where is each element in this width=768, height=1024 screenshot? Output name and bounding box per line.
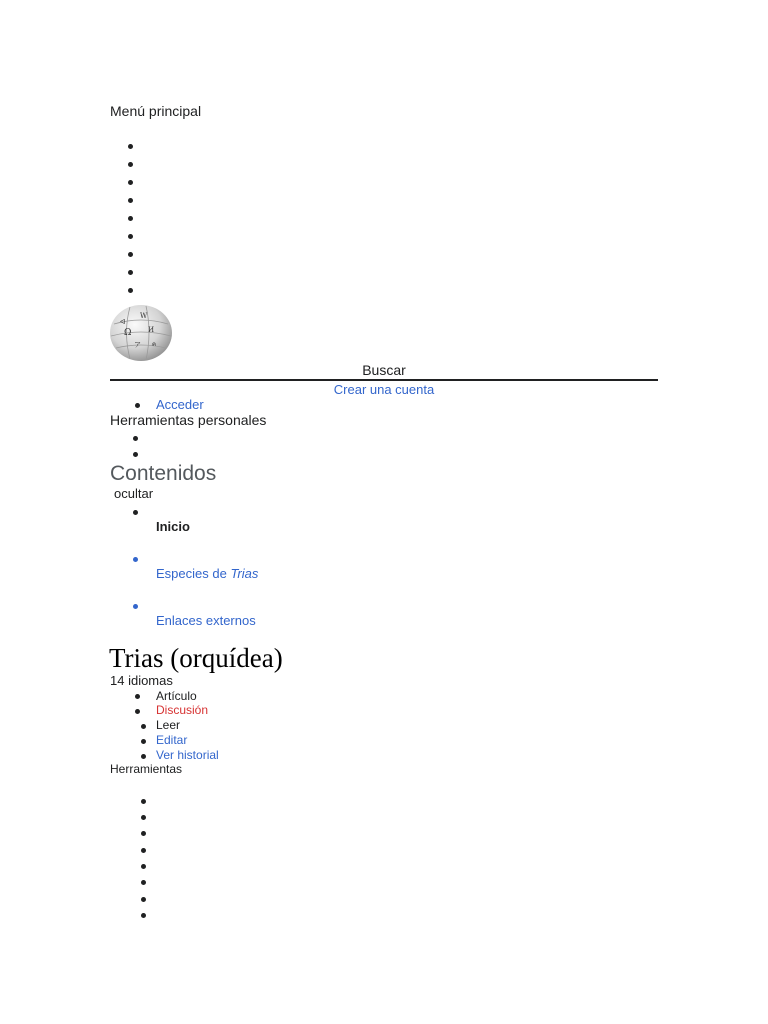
list-item[interactable] xyxy=(141,831,146,836)
list-item[interactable] xyxy=(141,799,146,804)
list-item[interactable] xyxy=(141,913,146,918)
list-item[interactable] xyxy=(128,144,133,149)
wikipedia-globe-icon[interactable] xyxy=(108,302,174,362)
svg-text:ᐊ: ᐊ xyxy=(120,318,126,326)
list-item xyxy=(135,709,140,714)
main-menu-title[interactable]: Menú principal xyxy=(110,103,202,119)
toc-item-label-em: Trias xyxy=(230,566,259,581)
toc-toggle-button[interactable]: ocultar xyxy=(114,486,154,501)
tab-discussion[interactable]: Discusión xyxy=(156,703,209,717)
list-item xyxy=(141,739,146,744)
create-account-link[interactable]: Crear una cuenta xyxy=(333,382,435,397)
svg-text:W: W xyxy=(140,312,148,320)
list-item xyxy=(141,754,146,759)
list-item[interactable] xyxy=(141,815,146,820)
list-item xyxy=(135,403,140,408)
list-item[interactable] xyxy=(128,180,133,185)
toc-item-especies[interactable] xyxy=(156,566,258,581)
search-divider xyxy=(110,379,658,381)
search-button[interactable]: Buscar xyxy=(362,362,406,378)
list-item[interactable] xyxy=(141,880,146,885)
list-item xyxy=(133,510,138,515)
list-item[interactable] xyxy=(141,848,146,853)
list-item[interactable] xyxy=(141,897,146,902)
list-item[interactable] xyxy=(133,436,138,441)
list-item[interactable] xyxy=(128,234,133,239)
page-title: Trias (orquídea) xyxy=(109,643,283,673)
language-button[interactable]: 14 idiomas xyxy=(110,673,173,688)
toc-item-enlaces-externos[interactable]: Enlaces externos xyxy=(156,613,256,628)
svg-text:ア: ア xyxy=(134,341,141,349)
svg-text:Ω: Ω xyxy=(124,328,132,338)
tools-menu-title[interactable]: Herramientas xyxy=(110,762,183,776)
toc-item-label: Especies de xyxy=(156,566,231,581)
list-item xyxy=(141,724,146,729)
list-item xyxy=(133,604,138,609)
login-link[interactable]: Acceder xyxy=(156,397,204,412)
list-item xyxy=(135,694,140,699)
tab-article[interactable]: Artículo xyxy=(156,689,197,703)
list-item[interactable] xyxy=(128,288,133,293)
tab-edit[interactable]: Editar xyxy=(156,733,188,747)
personal-tools-title[interactable]: Herramientas personales xyxy=(110,412,267,428)
list-item[interactable] xyxy=(133,452,138,457)
svg-text:ค: ค xyxy=(152,341,157,348)
list-item[interactable] xyxy=(141,864,146,869)
toc-item-inicio[interactable]: Inicio xyxy=(156,519,190,534)
tab-history[interactable]: Ver historial xyxy=(156,748,219,762)
list-item[interactable] xyxy=(128,162,133,167)
tab-read[interactable]: Leer xyxy=(156,718,181,732)
toc-heading: Contenidos xyxy=(110,462,217,485)
list-item[interactable] xyxy=(128,198,133,203)
list-item xyxy=(133,557,138,562)
svg-text:И: И xyxy=(148,326,155,334)
list-item[interactable] xyxy=(128,270,133,275)
list-item[interactable] xyxy=(128,252,133,257)
list-item[interactable] xyxy=(128,216,133,221)
